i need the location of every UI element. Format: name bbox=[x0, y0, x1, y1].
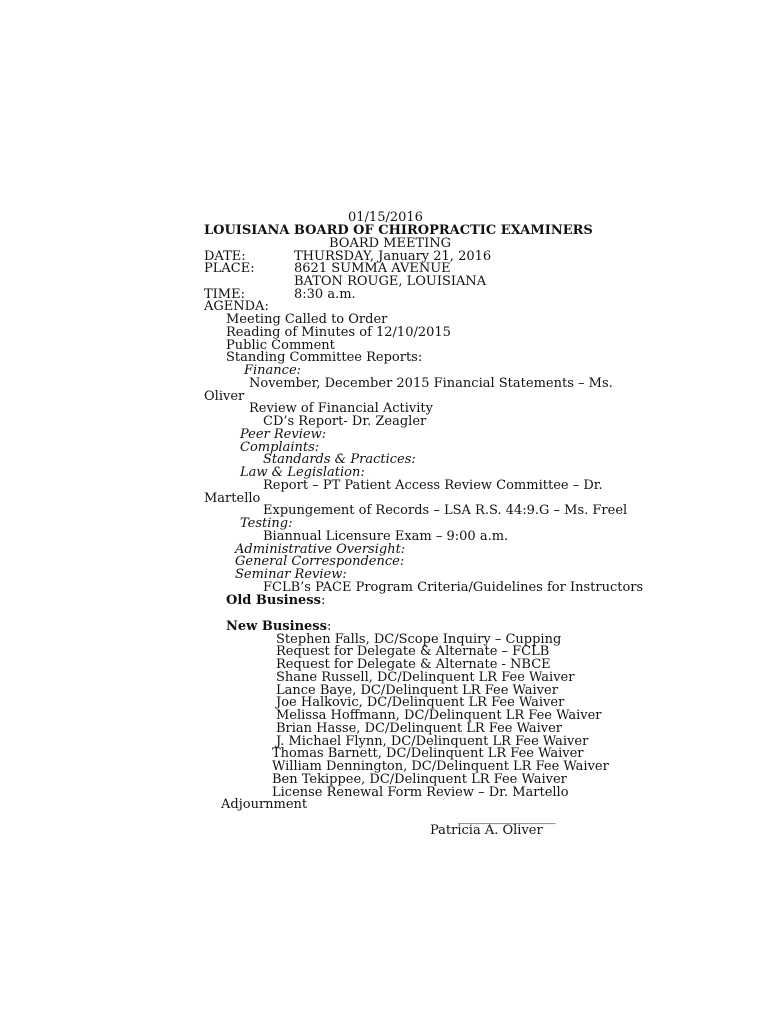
list-item: Request for Delegate & Alternate – FCLB bbox=[276, 644, 550, 659]
testing-item: Biannual Licensure Exam – 9:00 a.m. bbox=[263, 529, 509, 544]
list-item: Joe Halkovic, DC/Delinquent LR Fee Waiver bbox=[276, 695, 565, 710]
old-business-label: Old Business bbox=[226, 593, 321, 608]
board-name: LOUISIANA BOARD OF CHIROPRACTIC EXAMINERS bbox=[204, 223, 593, 238]
list-item: William Dennington, DC/Delinquent LR Fee Waiver bbox=[272, 759, 609, 774]
list-item: Melissa Hoffmann, DC/Delinquent LR Fee Waiver bbox=[276, 708, 602, 723]
meeting-type: BOARD MEETING bbox=[329, 236, 452, 251]
list-item: J. Michael Flynn, DC/Delinquent LR Fee Waiver bbox=[276, 734, 589, 749]
new-business-label: New Business bbox=[226, 619, 327, 634]
signature-line: _______________ bbox=[458, 810, 556, 825]
list-item: Shane Russell, DC/Delinquent LR Fee Waiver bbox=[276, 670, 575, 685]
adjournment: Adjournment bbox=[221, 797, 308, 812]
law-item2: Expungement of Records – LSA R.S. 44:9.G – Ms. Freel bbox=[263, 503, 628, 518]
standards-label: Standards & Practices: bbox=[263, 452, 416, 467]
agenda-public-comment: Public Comment bbox=[226, 338, 335, 353]
place-label: PLACE: bbox=[204, 261, 255, 276]
old-business bbox=[226, 594, 325, 608]
agenda-minutes: Reading of Minutes of 12/10/2015 bbox=[226, 325, 451, 340]
list-item: Thomas Barnett, DC/Delinquent LR Fee Waiver bbox=[272, 746, 584, 761]
date-stamp: 01/15/2016 bbox=[348, 210, 423, 225]
admin-oversight-label: Administrative Oversight: bbox=[235, 542, 406, 557]
agenda-standing-reports: Standing Committee Reports: bbox=[226, 350, 423, 365]
seminar-review-label: Seminar Review: bbox=[235, 567, 347, 582]
list-item: Request for Delegate & Alternate - NBCE bbox=[276, 657, 551, 672]
law-label: Law & Legislation: bbox=[240, 465, 365, 480]
testing-label: Testing: bbox=[240, 516, 293, 531]
date-value: THURSDAY, January 21, 2016 bbox=[294, 249, 492, 264]
date-label: DATE: bbox=[204, 249, 246, 264]
finance-label: Finance: bbox=[244, 363, 302, 378]
finance-item2: Review of Financial Activity bbox=[249, 401, 433, 416]
list-item: Lance Baye, DC/Delinquent LR Fee Waiver bbox=[276, 683, 558, 698]
new-business-colon: : bbox=[326, 619, 332, 634]
law-item1: Report – PT Patient Access Review Committee – Dr. bbox=[263, 478, 603, 493]
list-item: Ben Tekippee, DC/Delinquent LR Fee Waiver bbox=[272, 772, 567, 787]
agenda-label: AGENDA: bbox=[204, 299, 269, 314]
list-item: Brian Hasse, DC/Delinquent LR Fee Waiver bbox=[276, 721, 563, 736]
agenda-call-to-order: Meeting Called to Order bbox=[226, 312, 388, 327]
place-line1: 8621 SUMMA AVENUE bbox=[294, 261, 451, 276]
old-business-colon: : bbox=[320, 593, 326, 608]
time-value: 8:30 a.m. bbox=[294, 287, 356, 302]
finance-item1-wrap: Oliver bbox=[204, 389, 245, 404]
place-line2: BATON ROUGE, LOUISIANA bbox=[294, 274, 487, 289]
peer-review-label: Peer Review: bbox=[240, 427, 327, 442]
complaints-label: Complaints: bbox=[240, 440, 320, 455]
list-item: License Renewal Form Review – Dr. Martello bbox=[272, 785, 569, 800]
finance-item1: November, December 2015 Financial Statements – Ms. bbox=[249, 376, 613, 391]
general-correspondence-label: General Correspondence: bbox=[235, 554, 405, 569]
seminar-item: FCLB’s PACE Program Criteria/Guidelines for Instructors bbox=[263, 580, 644, 595]
signature-name: Patricia A. Oliver bbox=[430, 823, 543, 838]
finance-item3: CD’s Report- Dr. Zeagler bbox=[263, 414, 427, 429]
law-item1-wrap: Martello bbox=[204, 491, 261, 506]
list-item: Stephen Falls, DC/Scope Inquiry – Cupping bbox=[276, 632, 562, 647]
time-label: TIME: bbox=[204, 287, 245, 302]
